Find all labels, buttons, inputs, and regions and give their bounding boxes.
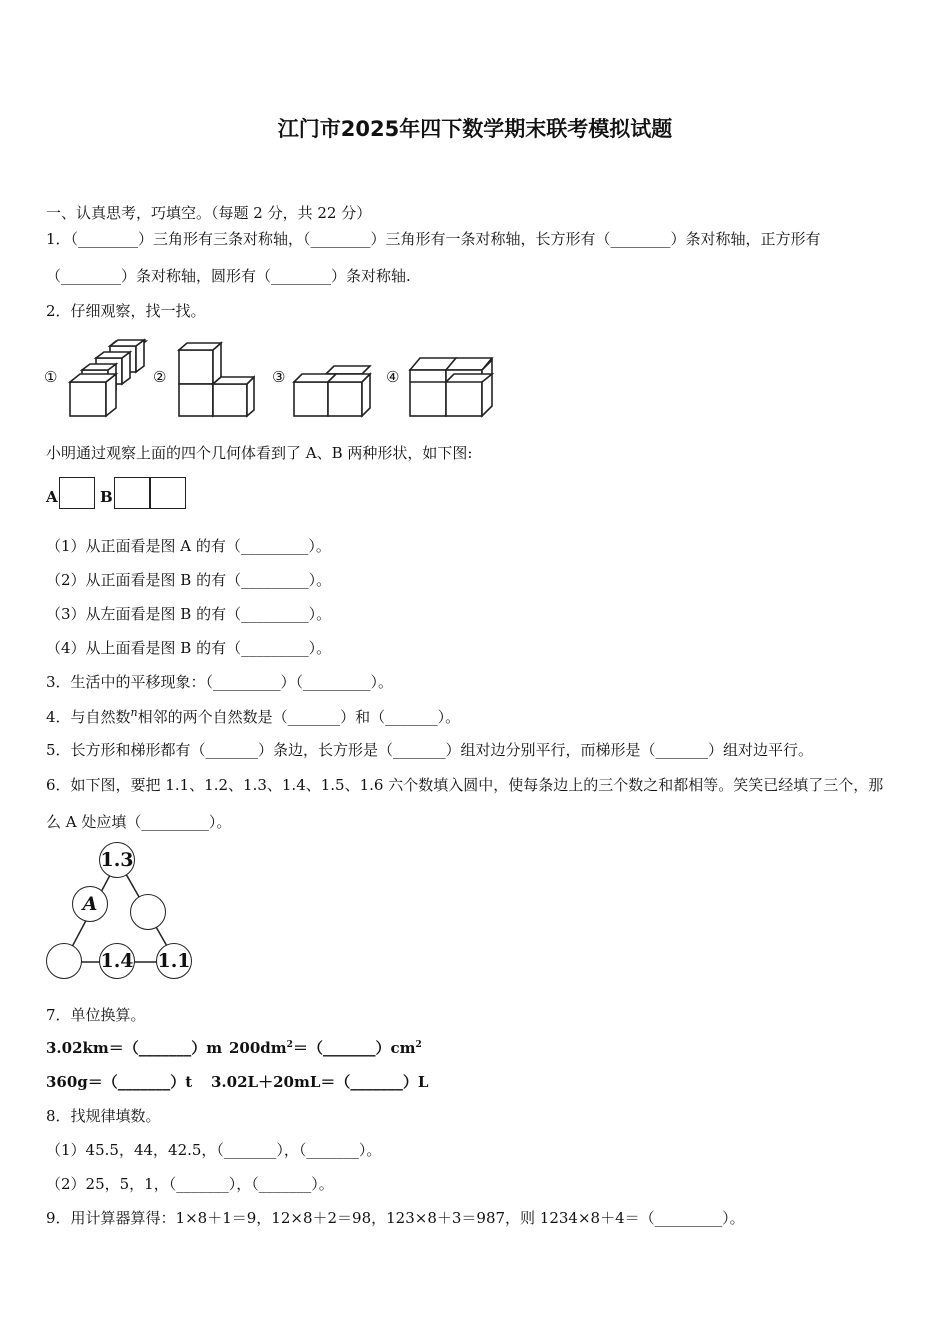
question-2-sub-4: （4）从上面看是图 B 的有（_________）。 bbox=[46, 639, 332, 657]
section-heading: 一、认真思考，巧填空。（每题 2 分，共 22 分） bbox=[46, 204, 372, 222]
question-7-row-1a: 3.02km＝（_______）m bbox=[46, 1039, 223, 1057]
shape-a-square bbox=[59, 477, 95, 509]
circle-mid-left: A bbox=[72, 886, 108, 922]
row-1b-sup: 2 bbox=[286, 1040, 293, 1050]
circle-bottom-mid: 1.4 bbox=[99, 943, 135, 979]
question-2-sub-2: （2）从正面看是图 B 的有（_________）。 bbox=[46, 571, 332, 589]
question-7-row-2b: 3.02L＋20mL＝（_______）L bbox=[211, 1073, 429, 1091]
question-8-sub-2: （2）25，5，1，（_______），（_______）。 bbox=[46, 1175, 334, 1193]
circle-bottom-left bbox=[46, 943, 82, 979]
figure-label-2: ② bbox=[153, 368, 167, 386]
shape-b-square-right bbox=[150, 477, 186, 509]
question-8-prompt: 8．找规律填数。 bbox=[46, 1107, 161, 1125]
question-7-row-1b bbox=[229, 1037, 422, 1058]
question-4 bbox=[46, 706, 460, 727]
row-1b-pre: 200dm bbox=[229, 1039, 287, 1057]
question-4-post: 相邻的两个自然数是（_______）和（_______）。 bbox=[137, 708, 461, 726]
question-2-prompt: 2．仔细观察，找一找。 bbox=[46, 302, 206, 320]
question-6-line-2: 么 A 处应填（_________）。 bbox=[46, 813, 232, 831]
question-7-prompt: 7．单位换算。 bbox=[46, 1006, 146, 1024]
shape-a-label: A bbox=[46, 488, 58, 506]
circle-top: 1.3 bbox=[99, 842, 135, 878]
circle-mid-right bbox=[130, 894, 166, 930]
question-4-variable: n bbox=[130, 706, 138, 719]
question-2-sub-1: （1）从正面看是图 A 的有（_________）。 bbox=[46, 537, 331, 555]
shape-b-square-left bbox=[114, 477, 150, 509]
figure-label-3: ③ bbox=[272, 368, 286, 386]
shape-b-label: B bbox=[100, 488, 113, 506]
question-3: 3．生活中的平移现象：（_________）（_________）。 bbox=[46, 673, 394, 691]
cube-figure-4 bbox=[406, 352, 496, 420]
question-9: 9．用计算器算得：1×8＋1＝9，12×8＋2＝98，123×8＋3＝987，则 1234×8＋4＝（_________）。 bbox=[46, 1209, 745, 1227]
question-7-row-2a: 360g＝（_______）t bbox=[46, 1073, 193, 1091]
figure-label-1: ① bbox=[44, 368, 58, 386]
question-1-line-1: 1．（________）三角形有三条对称轴，（________）三角形有一条对称轴，长方形有（________）条对称轴，正方形有 bbox=[46, 230, 821, 248]
question-8-sub-1: （1）45.5，44，42.5，（_______），（_______）。 bbox=[46, 1141, 382, 1159]
question-1-line-2: （________）条对称轴，圆形有（________）条对称轴. bbox=[46, 267, 411, 285]
question-2-description: 小明通过观察上面的四个几何体看到了 A、B 两种形状，如下图: bbox=[46, 444, 473, 462]
question-4-pre: 4．与自然数 bbox=[46, 708, 131, 726]
figure-label-4: ④ bbox=[386, 368, 400, 386]
cube-figure-1 bbox=[66, 336, 150, 420]
page-title: 江门市2025年四下数学期末联考模拟试题 bbox=[277, 117, 673, 141]
cube-figure-2 bbox=[175, 340, 255, 420]
question-5: 5．长方形和梯形都有（_______）条边，长方形是（_______）组对边分别平行，而梯形是（_______）组对边平行。 bbox=[46, 741, 814, 759]
question-2-sub-3: （3）从左面看是图 B 的有（_________）。 bbox=[46, 605, 332, 623]
cube-figure-3 bbox=[290, 362, 376, 420]
question-6-line-1: 6．如下图，要把 1.1、1.2、1.3、1.4、1.5、1.6 六个数填入圆中，使每条边上的三个数之和都相等。笑笑已经填了三个，那 bbox=[46, 776, 884, 794]
row-1b-sup2: 2 bbox=[415, 1040, 422, 1050]
row-1b-mid: ＝（_______）cm bbox=[292, 1039, 416, 1057]
circle-bottom-right: 1.1 bbox=[156, 943, 192, 979]
